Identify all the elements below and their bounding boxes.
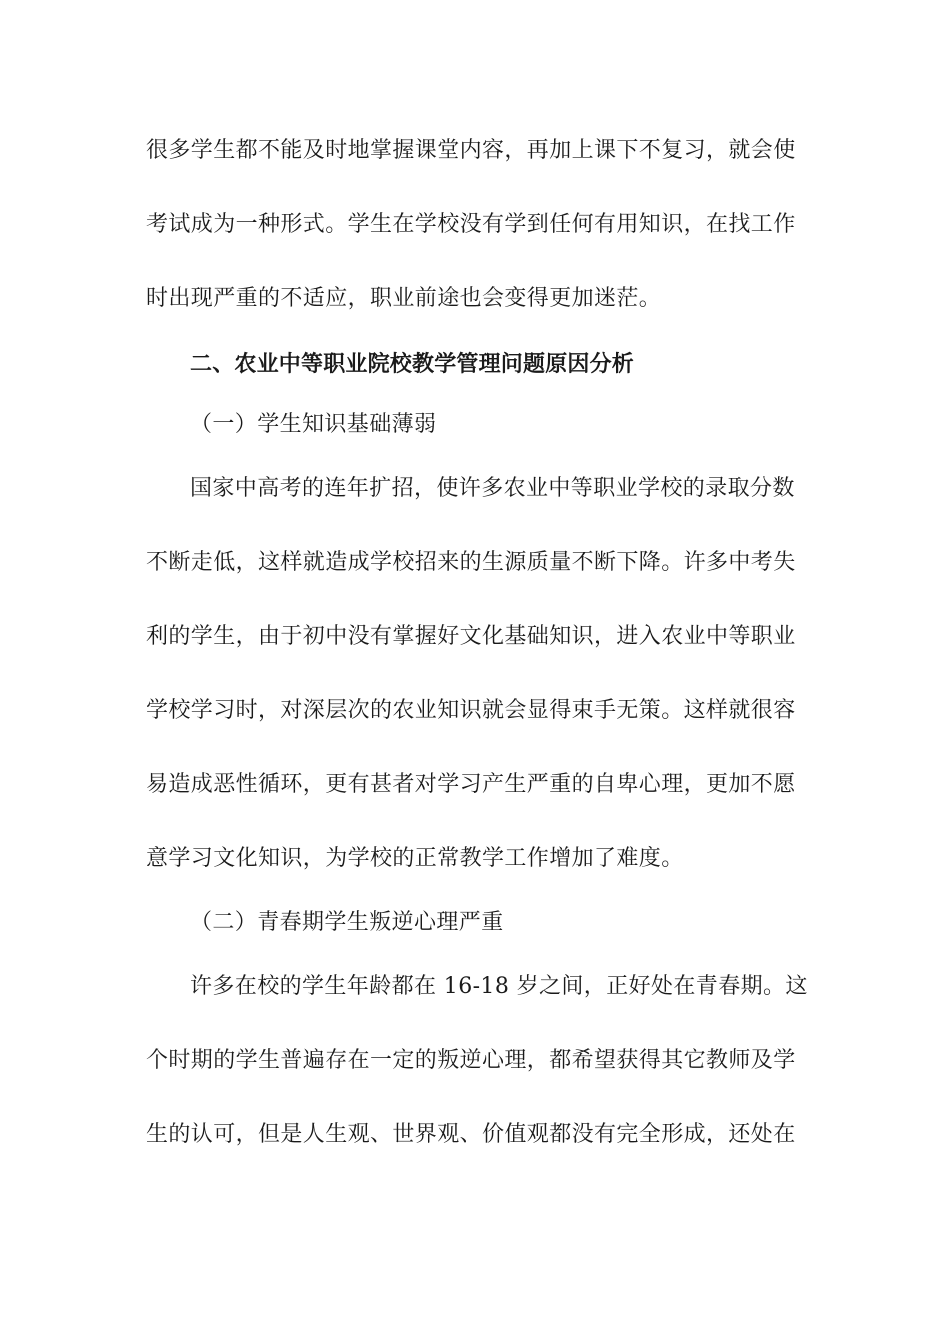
body-text-line: 个时期的学生普遍存在一定的叛逆心理，都希望获得其它教师及学 [146,1048,796,1073]
body-text-line: 很多学生都不能及时地掌握课堂内容，再加上课下不复习，就会使 [146,138,796,163]
subsection-heading: （一）学生知识基础薄弱 [190,412,437,437]
paragraph-first-line: 许多在校的学生年龄都在 16-18 岁之间，正好处在青春期。这 [190,974,808,999]
body-text-line: 意学习文化知识，为学校的正常教学工作增加了难度。 [146,846,684,871]
subsection-heading: （二）青春期学生叛逆心理严重 [190,910,504,935]
body-text-line: 利的学生，由于初中没有掌握好文化基础知识，进入农业中等职业 [146,624,796,649]
body-text-line: 生的认可，但是人生观、世界观、价值观都没有完全形成，还处在 [146,1122,796,1147]
body-text-line: 考试成为一种形式。学生在学校没有学到任何有用知识，在找工作 [146,212,796,237]
body-text-line: 易造成恶性循环，更有甚者对学习产生严重的自卑心理，更加不愿 [146,772,796,797]
section-heading: 二、农业中等职业院校教学管理问题原因分析 [190,352,635,377]
paragraph-first-line: 国家中高考的连年扩招，使许多农业中等职业学校的录取分数 [190,476,795,501]
body-text-line: 学校学习时，对深层次的农业知识就会显得束手无策。这样就很容 [146,698,796,723]
body-text-line: 时出现严重的不适应，职业前途也会变得更加迷茫。 [146,286,662,311]
body-text-line: 不断走低，这样就造成学校招来的生源质量不断下降。许多中考失 [146,550,796,575]
